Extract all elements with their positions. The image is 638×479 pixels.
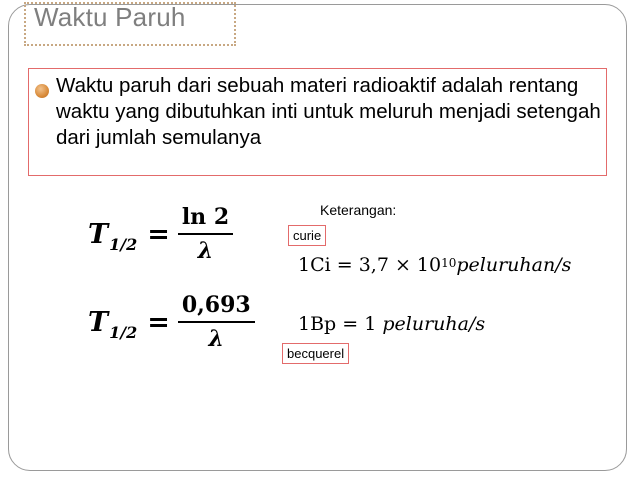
formula-fraction <box>178 292 255 352</box>
curie-label: curie <box>288 225 326 246</box>
becquerel-eq-left: 1Bp = 1 <box>298 313 383 335</box>
becquerel-label: becquerel <box>282 343 349 364</box>
formula-denominator: λ <box>208 326 224 352</box>
formula-denominator: λ <box>197 238 214 264</box>
formula-equals: = <box>147 306 170 338</box>
half-life-formula-0693 <box>88 292 255 352</box>
becquerel-equation <box>298 313 485 335</box>
curie-equation <box>298 254 571 276</box>
becquerel-eq-unit: peluruha/s <box>382 313 486 335</box>
curie-eq-unit: peluruhan/s <box>456 254 572 276</box>
curie-eq-left: 1Ci = 3,7 × 10 <box>298 254 442 276</box>
formula-lhs: T <box>88 218 109 250</box>
formula-subscript: 1/2 <box>109 234 138 254</box>
formula-subscript: 1/2 <box>109 322 138 342</box>
formula-numerator: ln 2 <box>178 204 233 235</box>
bullet-icon <box>35 84 49 98</box>
formula-fraction <box>178 204 233 264</box>
formula-lhs: T <box>88 306 109 338</box>
notes-heading: Keterangan: <box>320 202 397 218</box>
formula-numerator: 0,693 <box>178 292 255 323</box>
bullet-text: Waktu paruh dari sebuah materi radioaktif adalah rentang waktu yang dibutuhkan inti untuk meluruh menjadi setengah dari jumlah semulanya <box>56 74 601 149</box>
slide-title: Waktu Paruh <box>34 2 186 32</box>
half-life-formula-ln2 <box>88 204 233 264</box>
curie-eq-exponent: 10 <box>441 256 457 270</box>
formula-equals: = <box>147 218 170 250</box>
